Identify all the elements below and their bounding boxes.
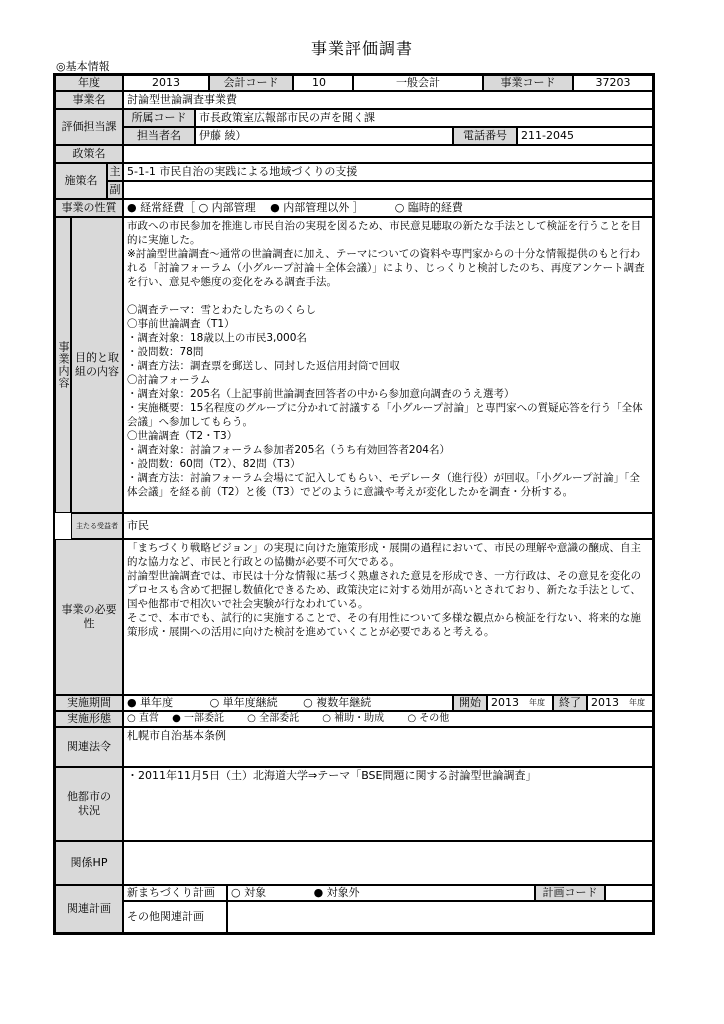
measure-main-label: 主 <box>107 163 123 181</box>
project-name-value: 討論型世論調査事業費 <box>123 91 653 109</box>
end-label: 終了 <box>553 695 587 711</box>
project-code-label: 事業コード <box>483 75 573 91</box>
end-value <box>587 695 653 711</box>
end-year: 2013 <box>591 696 619 709</box>
dept-code-value: 市長政策室広報部市民の声を聞く課 <box>195 109 653 127</box>
form-type-options: ○ 直営 ● 一部委託 ○ 全部委託 ○ 補助・助成 ○ その他 <box>123 711 653 727</box>
other-cities-label: 他都市の状況 <box>55 767 123 841</box>
nature-options: ● 経常経費［ ○ 内部管理 ● 内部管理以外 ］ ○ 臨時的経費 <box>123 199 653 217</box>
plan1-label: 新まちづくり計画 <box>123 885 227 901</box>
beneficiary-value: 市民 <box>123 513 653 539</box>
end-unit: 年度 <box>629 698 645 707</box>
person-label: 担当者名 <box>123 127 195 145</box>
measure-sub-label: 副 <box>107 181 123 199</box>
period-label: 実施期間 <box>55 695 123 711</box>
start-value <box>487 695 553 711</box>
measure-main-value: 5-1-1 市民自治の実践による地域づくりの支援 <box>123 163 653 181</box>
account-code-value: 10 <box>293 75 353 91</box>
dept-code-label: 所属コード <box>123 109 195 127</box>
nature-label: 事業の性質 <box>55 199 123 217</box>
plans-label: 関連計画 <box>55 885 123 933</box>
plan2-value <box>227 901 653 933</box>
necessity-text: 「まちづくり戦略ビジョン」の実現に向けた施策形成・展開の過程において、市民の理解や意識の醸成、自主的な協力など、市民と行政との協働が必要不可欠である。 討論型世論調査では、市民は十分な情報に基づく熟慮された意見を形成でき、一方行政は、その意見を変化のプロセスも含めて把握し数値化できるため、政策決定に対する効用が高いとされており、新たな手法として、国や他都市で相次いで社会実験が行なわれている。 そこで、本市でも、試行的に実施することで、その有用性について多様な観点から検証を行ない、将来的な施策形成・展開への活用に向けた検討を進めていくことが必要であると考える。 <box>123 539 653 695</box>
account-code-label: 会計コード <box>209 75 293 91</box>
purpose-label: 目的と取組の内容 <box>71 217 123 513</box>
period-options: ● 単年度 ○ 単年度継続 ○ 複数年継続 <box>123 695 453 711</box>
laws-value: 札幌市自治基本条例 <box>123 727 653 767</box>
plan-code-label: 計画コード <box>535 885 605 901</box>
person-value: 伊藤 綾） <box>195 127 453 145</box>
start-year: 2013 <box>491 696 519 709</box>
form-type-label: 実施形態 <box>55 711 123 727</box>
start-unit: 年度 <box>529 698 545 707</box>
evaluator-label: 評価担当課 <box>55 109 123 145</box>
evaluation-form <box>53 73 655 935</box>
necessity-label: 事業の必要性 <box>55 539 123 695</box>
project-code-value: 37203 <box>573 75 653 91</box>
phone-label: 電話番号 <box>453 127 517 145</box>
project-name-label: 事業名 <box>55 91 123 109</box>
policy-label: 政策名 <box>55 145 123 163</box>
year-value: 2013 <box>123 75 209 91</box>
measure-label: 施策名 <box>55 163 107 199</box>
beneficiary-label: 主たる受益者 <box>71 513 123 539</box>
policy-value <box>123 145 653 163</box>
section-label: ◎基本情報 <box>56 60 110 73</box>
start-label: 開始 <box>453 695 487 711</box>
content-group-label: 事業内容 <box>55 217 71 513</box>
account-type: 一般会計 <box>353 75 483 91</box>
laws-label: 関連法令 <box>55 727 123 767</box>
measure-sub-value <box>123 181 653 199</box>
document-title: 事業評価調書 <box>310 39 413 58</box>
phone-value: 211-2045 <box>517 127 653 145</box>
other-cities-value: ・2011年11月5日（土）北海道大学⇒テーマ「BSE問題に関する討論型世論調査」 <box>123 767 653 841</box>
plan2-label: その他関連計画 <box>123 901 227 933</box>
purpose-text: 市政への市民参加を推進し市民自治の実現を図るため、市民意見聴取の新たな手法として検証を行うことを目的に実施した。 ※討論型世論調査～通常の世論調査に加え、テーマについての資料や専門家からの十分な情報提供のもと行われる「討論フォーラム（小グループ討論＋全体会議）」により、じっくりと検討したのち、再度アンケート調査を行い、意見や態度の変化をみる調査手法。 〇調査テーマ：雪とわたしたちのくらし 〇事前世論調査（T1） ・調査対象：18歳以上の市民3,000名 ・設問数：78問 ・調査方法：調査票を郵送し、同封した返信用封筒で回収 〇討論フォーラム ・調査対象：205名（上記事前世論調査回答者の中から参加意向調査のうえ選考） ・実施概要：15名程度のグループに分かれて討議する「小グループ討論」と専門家への質疑応答を行う「全体会議」へ参加してもらう。 〇世論調査（T2・T3） ・調査対象：討論フォーラム参加者205名（うち有効回答者204名） ・設問数：60問（T2）、82問（T3） ・調査方法：討論フォーラム会場にて記入してもらい、モデレータ（進行役）が回収。「小グループ討論」「全体会議」を経る前（T2）と後（T3）でどのように意識や考えが変化したかを調査・分析する。 <box>123 217 653 513</box>
plan1-options: ○ 対象 ● 対象外 <box>227 885 535 901</box>
hp-value <box>123 841 653 885</box>
plan-code-value <box>605 885 653 901</box>
hp-label: 関係HP <box>55 841 123 885</box>
year-label: 年度 <box>55 75 123 91</box>
